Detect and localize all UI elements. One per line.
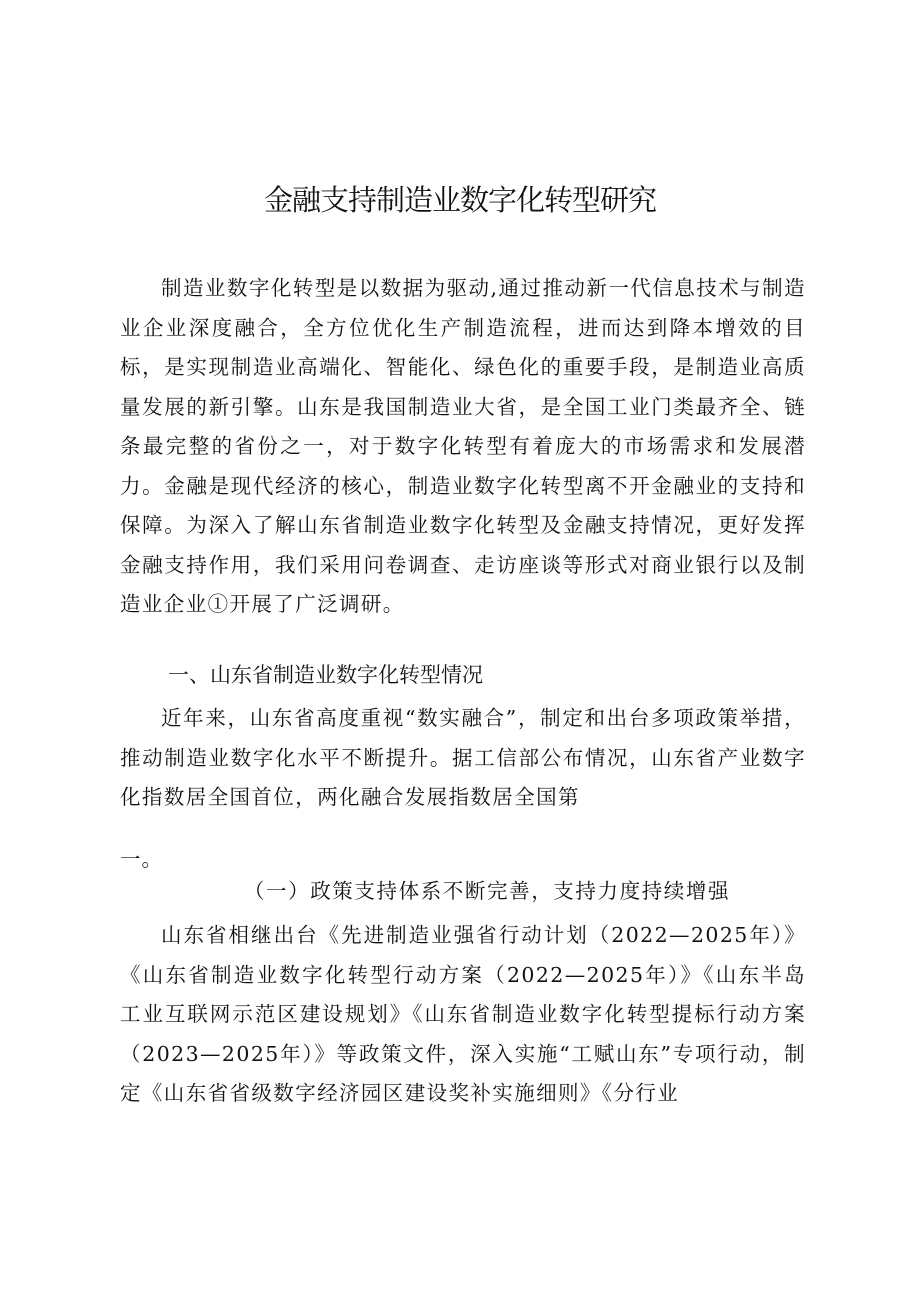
section-paragraph-tail: 一。	[120, 847, 163, 871]
policy-paragraph: 山东省相继出台《先进制造业强省行动计划（2022—2025年）》《山东省制造业数字化转型行动方案（2022—2025年）》《山东半岛工业互联网示范区建设规划》《山东省制造业数字化转型提标行动方案（2023—2025年）》等政策文件，深入实施“工赋山东”专项行动，制定《山东省省级数字经济园区建设奖补实施细则》《分行业	[120, 923, 806, 1105]
subsection-heading: （一）政策支持体系不断完善，支持力度持续增强	[243, 879, 731, 903]
section-heading: 一、山东省制造业数字化转型情况	[168, 663, 483, 687]
document-title: 金融支持制造业数字化转型研究	[263, 183, 656, 217]
section-paragraph: 近年来，山东省高度重视“数实融合”，制定和出台多项政策举措，推动制造业数字化水平不断提升。据工信部公布情况，山东省产业数字化指数居全国首位，两化融合发展指数居全国第	[120, 706, 806, 809]
intro-paragraph: 制造业数字化转型是以数据为驱动,通过推动新一代信息技术与制造业企业深度融合，全方位优化生产制造流程，进而达到降本增效的目标，是实现制造业高端化、智能化、绿色化的重要手段，是制造业高质量发展的新引擎。山东是我国制造业大省，是全国工业门类最齐全、链条最完整的省份之一，对于数字化转型有着庞大的市场需求和发展潜力。金融是现代经济的核心，制造业数字化转型离不开金融业的支持和保障。为深入了解山东省制造业数字化转型及金融支持情况，更好发挥金融支持作用，我们采用问卷调查、走访座谈等形式对商业银行以及制造业企业①开展了广泛调研。	[120, 276, 806, 616]
